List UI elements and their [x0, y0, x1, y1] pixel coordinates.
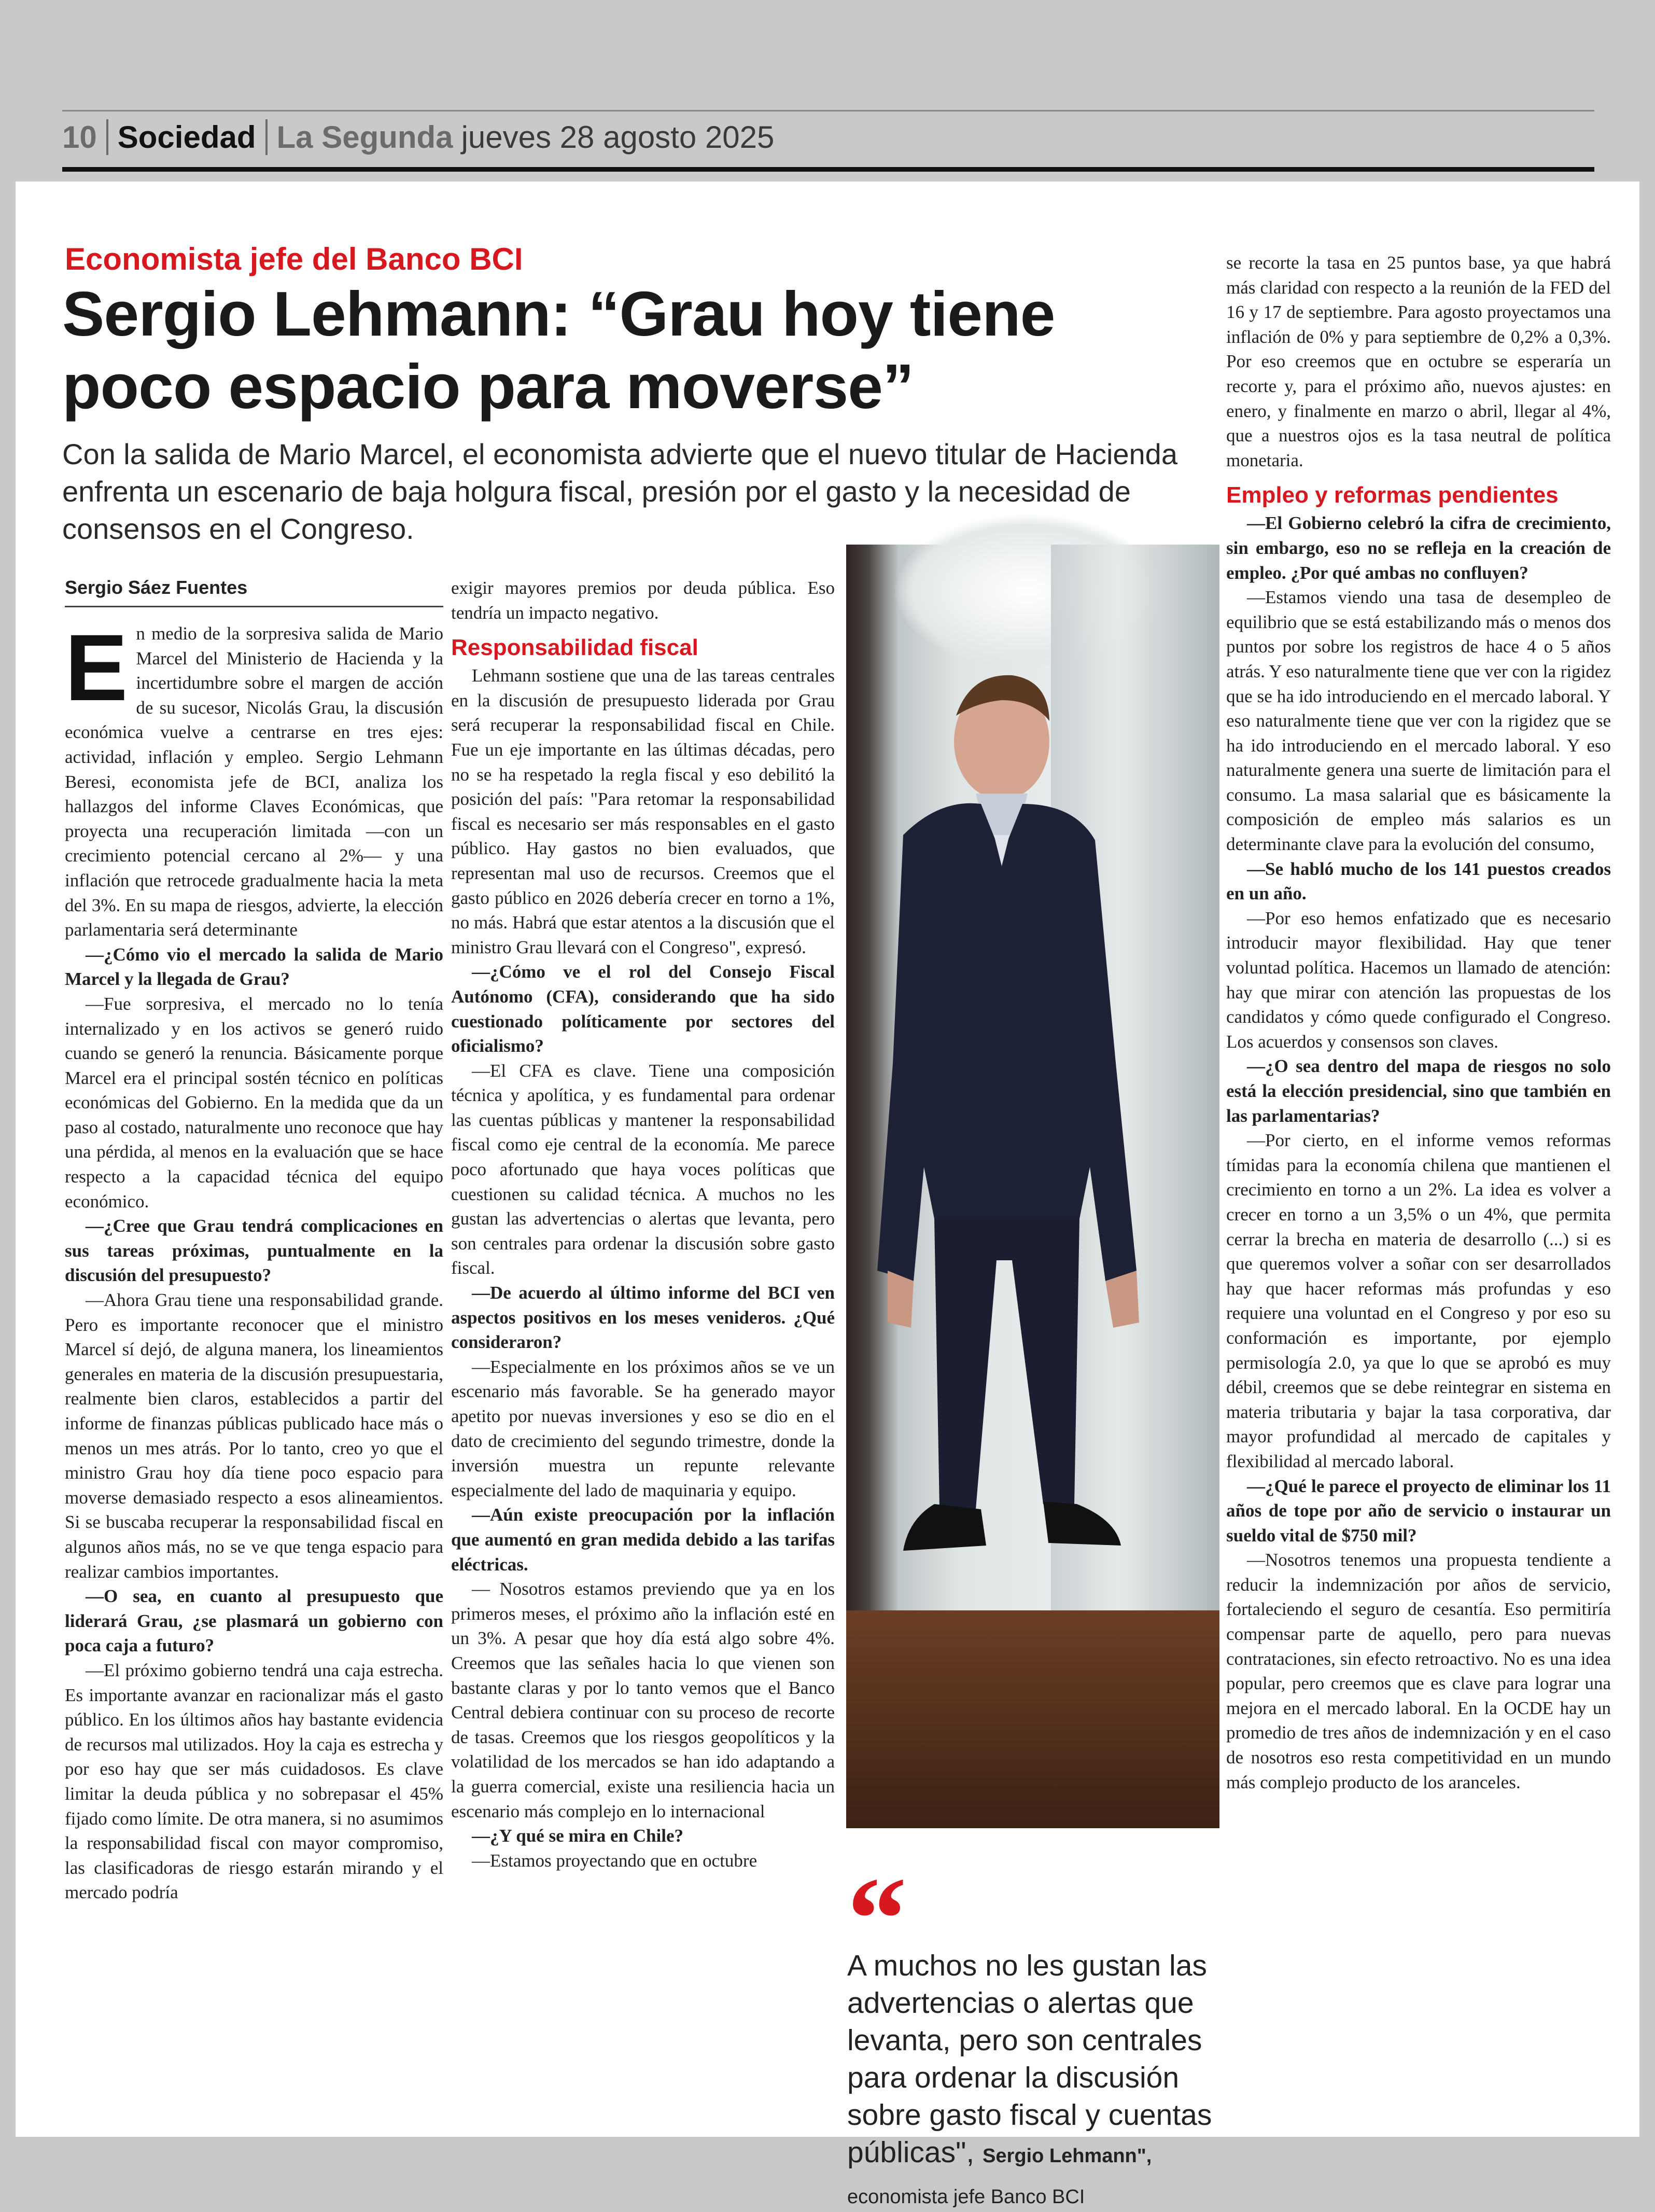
interview-question: —¿Cómo vio el mercado la salida de Mario Marcel y la llegada de Grau?	[65, 944, 443, 990]
interview-question: —De acuerdo al último informe del BCI ven aspectos positivos en los meses venideros. ¿Qué consideraron?	[451, 1283, 835, 1353]
body-paragraph: —Por cierto, en el informe vemos reformas tímidas para la economía chilena que mantienen el crecimiento en torno a un 2%. La idea es volver a crecer en torno a un 3,5% o un 4%, que permita cerrar la brecha en materia de desarrollo (...) si es que queremos volver a soñar con ser desarrollados hay que hacer reformas más profundas y eso requiere una voluntad en el Congreso y por eso su conformación es importante, por ejemplo permisología 2.0, ya que lo que se aprobó es muy débil, creemos que se debe reintegrar en sistema en materia tributaria y bajar la tasa corporativa, dar mayor profundidad al mercado de capitales y flexibilidad al mercado laboral.	[1226, 1130, 1611, 1471]
lead-text: n medio de la sorpresiva salida de Mario Marcel del Ministerio de Hacienda y la incertidumbre sobre el margen de acción de su sucesor, Nicolás Grau, la discusión económica vuelve a centrarse en tres ejes: actividad, inflación y empleo. Sergio Lehmann Beresi, economista jefe de BCI, analiza los hallazgos del informe Claves Económicas, que proyecta una recuperación limitada —con un crecimiento potencial cercano al 2%— y una inflación que retrocede gradualmente hacia la meta del 3%. En su mapa de riesgos, advierte, la elección parlamentaria será determinante	[65, 623, 443, 940]
body-paragraph: exigir mayores premios por deuda pública. Eso tendría un impacto negativo.	[451, 578, 835, 623]
pull-quote-body: A muchos no les gustan las advertencias o alertas que levanta, pero son centrales para ordenar la discusión sobre gasto fiscal y cuentas públicas",	[847, 1949, 1212, 2169]
article-headline	[62, 277, 1203, 423]
interview-question: —¿Cómo ve el rol del Consejo Fiscal Autónomo (CFA), considerando que ha sido cuestionado políticamente por sectores del oficialismo?	[451, 962, 835, 1056]
body-paragraph: —Nosotros tenemos una propuesta tendiente a reducir la indemnización por años de servicio, fortaleciendo el seguro de cesantía. Eso permitiría compensar parte de aquello, pero para nuevas contrataciones, sin efecto retroactivo. No es una idea popular, pero creemos que es clave para lograr una mejora en el mercado laboral. En la OCDE hay un promedio de tres años de indemnización y en el caso de nosotros eso resta competitividad en un mundo más complejo producto de los aranceles.	[1226, 1550, 1611, 1792]
interview-question: —Aún existe preocupación por la inflación que aumentó en gran medida debido a las tarifas eléctricas.	[451, 1505, 835, 1575]
portrait-photo	[846, 545, 1219, 1828]
column-3-body	[1226, 251, 1611, 1794]
section-heading: Empleo y reformas pendientes	[1226, 482, 1559, 508]
masthead-row	[62, 119, 774, 155]
interview-question: —O sea, en cuanto al presupuesto que liderará Grau, ¿se plasmará un gobierno con poca caja a futuro?	[65, 1586, 443, 1656]
column-2	[451, 576, 835, 1873]
page-number: 10	[62, 119, 108, 155]
interview-question: —Se habló mucho de los 141 puestos creados en un año.	[1226, 858, 1611, 904]
interview-question: —¿O sea dentro del mapa de riesgos no solo está la elección presidencial, sino que también en las parlamentarias?	[1226, 1056, 1611, 1126]
body-paragraph: —El próximo gobierno tendrá una caja estrecha. Es importante avanzar en racionalizar más el gasto público. En los últimos años hay bastante evidencia de recursos mal utilizados. Hoy la caja es estrecha y por eso hay que ser más cuidadosos. Es clave limitar la deuda pública y no sobrepasar el 45% fijado como límite. De otra manera, si no asumimos la responsabilidad fiscal con mayor compromiso, las clasificadoras de riesgo estarán mirando y el mercado podría	[65, 1660, 443, 1903]
person-silhouette	[846, 545, 1219, 1828]
interview-question: —¿Cree que Grau tendrá complicaciones en sus tareas próximas, puntualmente en la discusión del presupuesto?	[65, 1216, 443, 1286]
interview-question: —¿Y qué se mira en Chile?	[472, 1826, 683, 1846]
pull-quote-text	[847, 1947, 1221, 2212]
column-1	[65, 615, 443, 1905]
article-kicker: Economista jefe del Banco BCI	[65, 242, 523, 276]
article-subhead: Con la salida de Mario Marcel, el economista advierte que el nuevo titular de Hacienda enfrenta un escenario de baja holgura fiscal, presión por el gasto y la necesidad de consensos en el Congreso.	[62, 438, 1177, 545]
section-name: Sociedad	[108, 119, 268, 155]
pull-quote-attribution: Sergio Lehmann",	[983, 2145, 1152, 2167]
issue-date: jueves 28 agosto 2025	[461, 120, 775, 155]
column-1-body	[65, 942, 443, 1905]
quote-mark-icon: “	[847, 1853, 907, 1985]
body-paragraph: —Fue sorpresiva, el mercado no lo tenía internalizado y en los activos se generó ruido cuando se generó la renuncia. Básicamente porque Marcel era el principal sostén técnico en políticas económicas del Gobierno. En la medida que da un paso al costado, naturalmente uno reconoce que hay una pérdida, al menos en la evaluación que se hace respecto a la capacidad técnica del equipo económico.	[65, 993, 443, 1212]
masthead	[62, 104, 1594, 171]
drop-cap: E	[65, 615, 128, 720]
section-heading: Responsabilidad fiscal	[451, 635, 698, 661]
article-page	[16, 182, 1639, 2208]
publication-name: La Segunda	[276, 120, 453, 155]
body-paragraph: —Estamos proyectando que en octubre	[472, 1850, 758, 1871]
headline-line-1: Sergio Lehmann: “Grau hoy tiene	[62, 279, 1055, 349]
body-paragraph: —Ahora Grau tiene una responsabilidad grande. Pero es importante reconocer que el ministro Marcel sí dejó, de alguna manera, los lineamientos generales en materia de la discusión presupuestaria, realmente bien claros, establecidos a partir del informe de finanzas públicas publicado hace más o menos un mes atrás. Por lo tanto, creo yo que el ministro Grau hoy día tiene poco espacio para moverse demasiado respecto a esos alineamientos. Si se buscaba recuperar la responsabilidad fiscal en algunos años más, no se ve que tenga espacio para realizar cambios importantes.	[65, 1290, 443, 1582]
pull-quote-role: economista jefe Banco BCI	[847, 2186, 1085, 2208]
body-paragraph: se recorte la tasa en 25 puntos base, ya que habrá más claridad con respecto a la reunión de la FED del 16 y 17 de septiembre. Para agosto proyectamos una inflación de 0% y para septiembre de 0,2% a 0,3%. Por eso creemos que en octubre se esperaría un recorte y, para el próximo año, nuevos ajustes: en enero, y finalmente en marzo o abril, llegar al 4%, que a nuestros ojos es la tasa neutral de política monetaria.	[1226, 253, 1611, 470]
column-2-body	[451, 576, 835, 1873]
byline: Sergio Sáez Fuentes	[65, 577, 443, 607]
pull-quote	[847, 1853, 1221, 2212]
headline-line-2: poco espacio para moverse”	[62, 351, 914, 422]
body-paragraph: —Por eso hemos enfatizado que es necesario introducir mayor flexibilidad. Hay que tener voluntad política. Hacemos un llamado de atención: hay que mirar con atención las propuestas de los candidatos y cómo quede configurado el Congreso. Los acuerdos y consensos son claves.	[1226, 908, 1611, 1052]
body-paragraph: —Especialmente en los próximos años se ve un escenario más favorable. Se ha generado mayor apetito por nuevas inversiones y eso se dio en el dato de crecimiento del segundo trimestre, donde la inversión muestra un repunte relevante especialmente del lado de maquinaria y equipo.	[451, 1356, 835, 1500]
interview-question: —¿Qué le parece el proyecto de eliminar los 11 años de tope por año de servicio o instaurar un sueldo vital de $750 mil?	[1226, 1476, 1611, 1546]
body-paragraph: — Nosotros estamos previendo que ya en los primeros meses, el próximo año la inflación esté en un 3%. A pesar que hoy día está algo sobre 4%. Creemos que las señales hacia lo que vienen son bastante claras y por lo tanto vemos que el Banco Central debiera continuar con su proceso de recorte de tasas. Creemos que los riesgos geopolíticos y la volatilidad de los mercados se han ido adaptando a la guerra comercial, existe una resiliencia hacia un escenario más complejo en lo internacional	[451, 1579, 835, 1821]
interview-question: —El Gobierno celebró la cifra de crecimiento, sin embargo, eso no se refleja en la creación de empleo. ¿Por qué ambas no confluyen?	[1226, 513, 1611, 583]
masthead-rule-top	[62, 110, 1594, 112]
body-paragraph: —El CFA es clave. Tiene una composición técnica y apolítica, y es fundamental para ordenar las cuentas públicas y mantener la responsabilidad fiscal como eje central de la economía. Me parece poco afortunado que haya voces políticas que cuestionen su calidad técnica. A muchos no les gustan las advertencias o alertas que levanta, pero son centrales para ordenar la discusión sobre gasto fiscal.	[451, 1060, 835, 1278]
body-paragraph: Lehmann sostiene que una de las tareas centrales en la discusión de presupuesto liderada por Grau será recuperar la responsabilidad fiscal en Chile. Fue un eje importante en las últimas décadas, pero no se ha respetado la regla fiscal y eso debilitó la posición del país: "Para retomar la responsabilidad fiscal es necesario ser más responsables en el gasto público. Hay gastos no bien evaluados, que representan mal uso de recursos. Creemos que el gasto público en 2026 debería crecer en torno a 1%, no más. Habrá que estar atentos a la discusión que el ministro Grau llevará con el Congreso", expresó.	[451, 665, 835, 957]
column-3	[1226, 251, 1611, 1794]
lead-paragraph	[65, 615, 443, 942]
masthead-rule-bottom	[62, 167, 1594, 172]
body-paragraph: —Estamos viendo una tasa de desempleo de equilibrio que se está estabilizando más o menos dos puntos por sobre los registros de hace 4 o 5 años atrás. Y eso naturalmente tiene que ver con la rigidez que se ha ido introduciendo en el mercado laboral. Y eso naturalmente tiene que ver con la rigidez que se ha ido introduciendo en el mercado laboral. Y eso naturalmente genera una suerte de limitación para el consumo. La masa salarial que es básicamente la composición de empleo más salarios es un determinante clave para la evolución del consumo,	[1226, 587, 1611, 855]
